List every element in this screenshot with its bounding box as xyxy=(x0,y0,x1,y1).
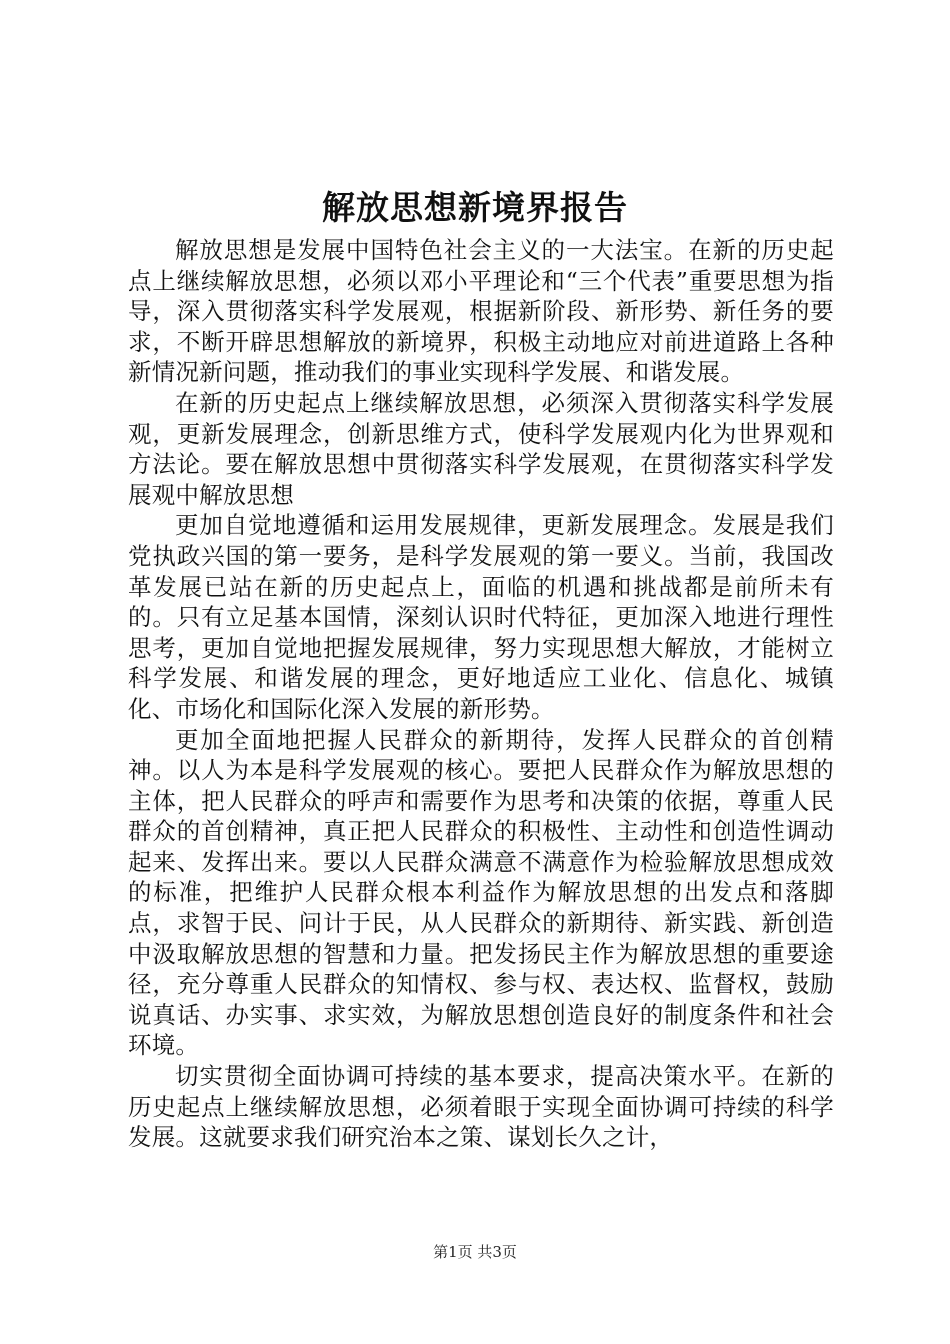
document-body xyxy=(128,235,834,1153)
paragraph: 切实贯彻全面协调可持续的基本要求，提高决策水平。在新的历史起点上继续解放思想，必须着眼于实现全面协调可持续的科学发展。这就要求我们研究治本之策、谋划长久之计， xyxy=(128,1062,834,1152)
document-title: 解放思想新境界报告 xyxy=(322,188,628,227)
paragraph: 更加自觉地遵循和运用发展规律，更新发展理念。发展是我们党执政兴国的第一要务，是科学发展观的第一要义。当前，我国改革发展已站在新的历史起点上，面临的机遇和挑战都是前所未有的。只有立足基本国情，深刻认识时代特征，更加深入地进行理性思考，更加自觉地把握发展规律，努力实现思想大解放，才能树立科学发展、和谐发展的理念，更好地适应工业化、信息化、城镇化、市场化和国际化深入发展的新形势。 xyxy=(128,511,834,723)
paragraph: 在新的历史起点上继续解放思想，必须深入贯彻落实科学发展观，更新发展理念，创新思维方式，使科学发展观内化为世界观和方法论。要在解放思想中贯彻落实科学发展观，在贯彻落实科学发展观中解放思想 xyxy=(128,388,834,509)
page-footer: 第1页 共3页 xyxy=(433,1243,517,1261)
paragraph: 更加全面地把握人民群众的新期待，发挥人民群众的首创精神。以人为本是科学发展观的核心。要把人民群众作为解放思想的主体，把人民群众的呼声和需要作为思考和决策的依据，尊重人民群众的首创精神，真正把人民群众的积极性、主动性和创造性调动起来、发挥出来。要以人民群众满意不满意作为检验解放思想成效的标准，把维护人民群众根本利益作为解放思想的出发点和落脚点，求智于民、问计于民，从人民群众的新期待、新实践、新创造中汲取解放思想的智慧和力量。把发扬民主作为解放思想的重要途径，充分尊重人民群众的知情权、参与权、表达权、监督权，鼓励说真话、办实事、求实效，为解放思想创造良好的制度条件和社会环境。 xyxy=(128,725,834,1060)
paragraph: 解放思想是发展中国特色社会主义的一大法宝。在新的历史起点上继续解放思想，必须以邓小平理论和“三个代表”重要思想为指导，深入贯彻落实科学发展观，根据新阶段、新形势、新任务的要求，不断开辟思想解放的新境界，积极主动地应对前进道路上各种新情况新问题，推动我们的事业实现科学发展、和谐发展。 xyxy=(128,236,834,387)
